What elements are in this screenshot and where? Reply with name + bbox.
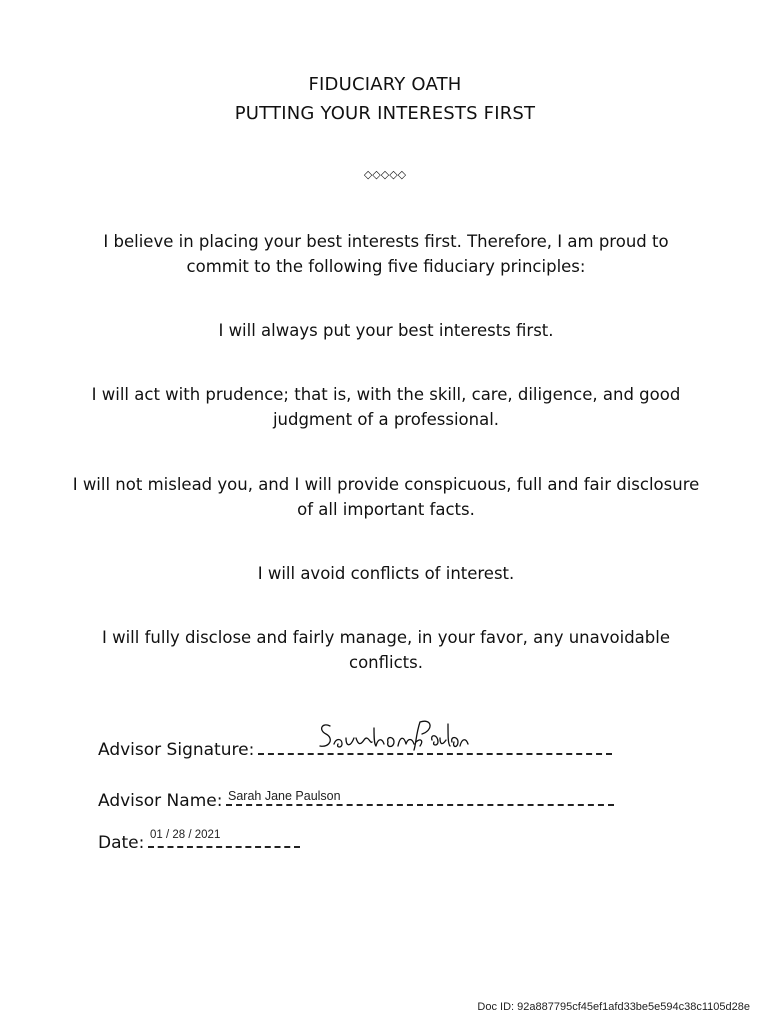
principle-1: I will always put your best interests first. (218, 321, 554, 340)
advisor-name-value: Sarah Jane Paulson (228, 789, 341, 803)
intro-paragraph: I believe in placing your best interests first. Therefore, I am proud to commit to the following five fiduciary principles: (103, 232, 669, 276)
name-label: Advisor Name: (98, 791, 223, 811)
name-row (98, 790, 614, 811)
handwritten-signature-icon (316, 714, 470, 758)
page-title: FIDUCIARY OATH (308, 74, 462, 95)
page-subtitle: PUTTING YOUR INTERESTS FIRST (234, 103, 536, 124)
principle-2: I will act with prudence; that is, with the skill, care, diligence, and good judgment of a professional. (91, 385, 681, 429)
principle-3: I will not mislead you, and I will provide conspicuous, full and fair disclosure of all important facts. (72, 475, 700, 519)
signature-label: Advisor Signature: (98, 740, 255, 760)
principle-4: I will avoid conflicts of interest. (257, 564, 515, 583)
diamond-ornament-icon: ◇◇◇◇◇ (363, 168, 407, 181)
principle-5: I will fully disclose and fairly manage, in your favor, any unavoidable conflicts. (101, 628, 670, 672)
doc-id: Doc ID: 92a887795cf45ef1afd33be5e594c38c1105d28e (477, 1001, 750, 1013)
date-label: Date: (98, 833, 145, 853)
date-value: 01 / 28 / 2021 (150, 829, 221, 841)
